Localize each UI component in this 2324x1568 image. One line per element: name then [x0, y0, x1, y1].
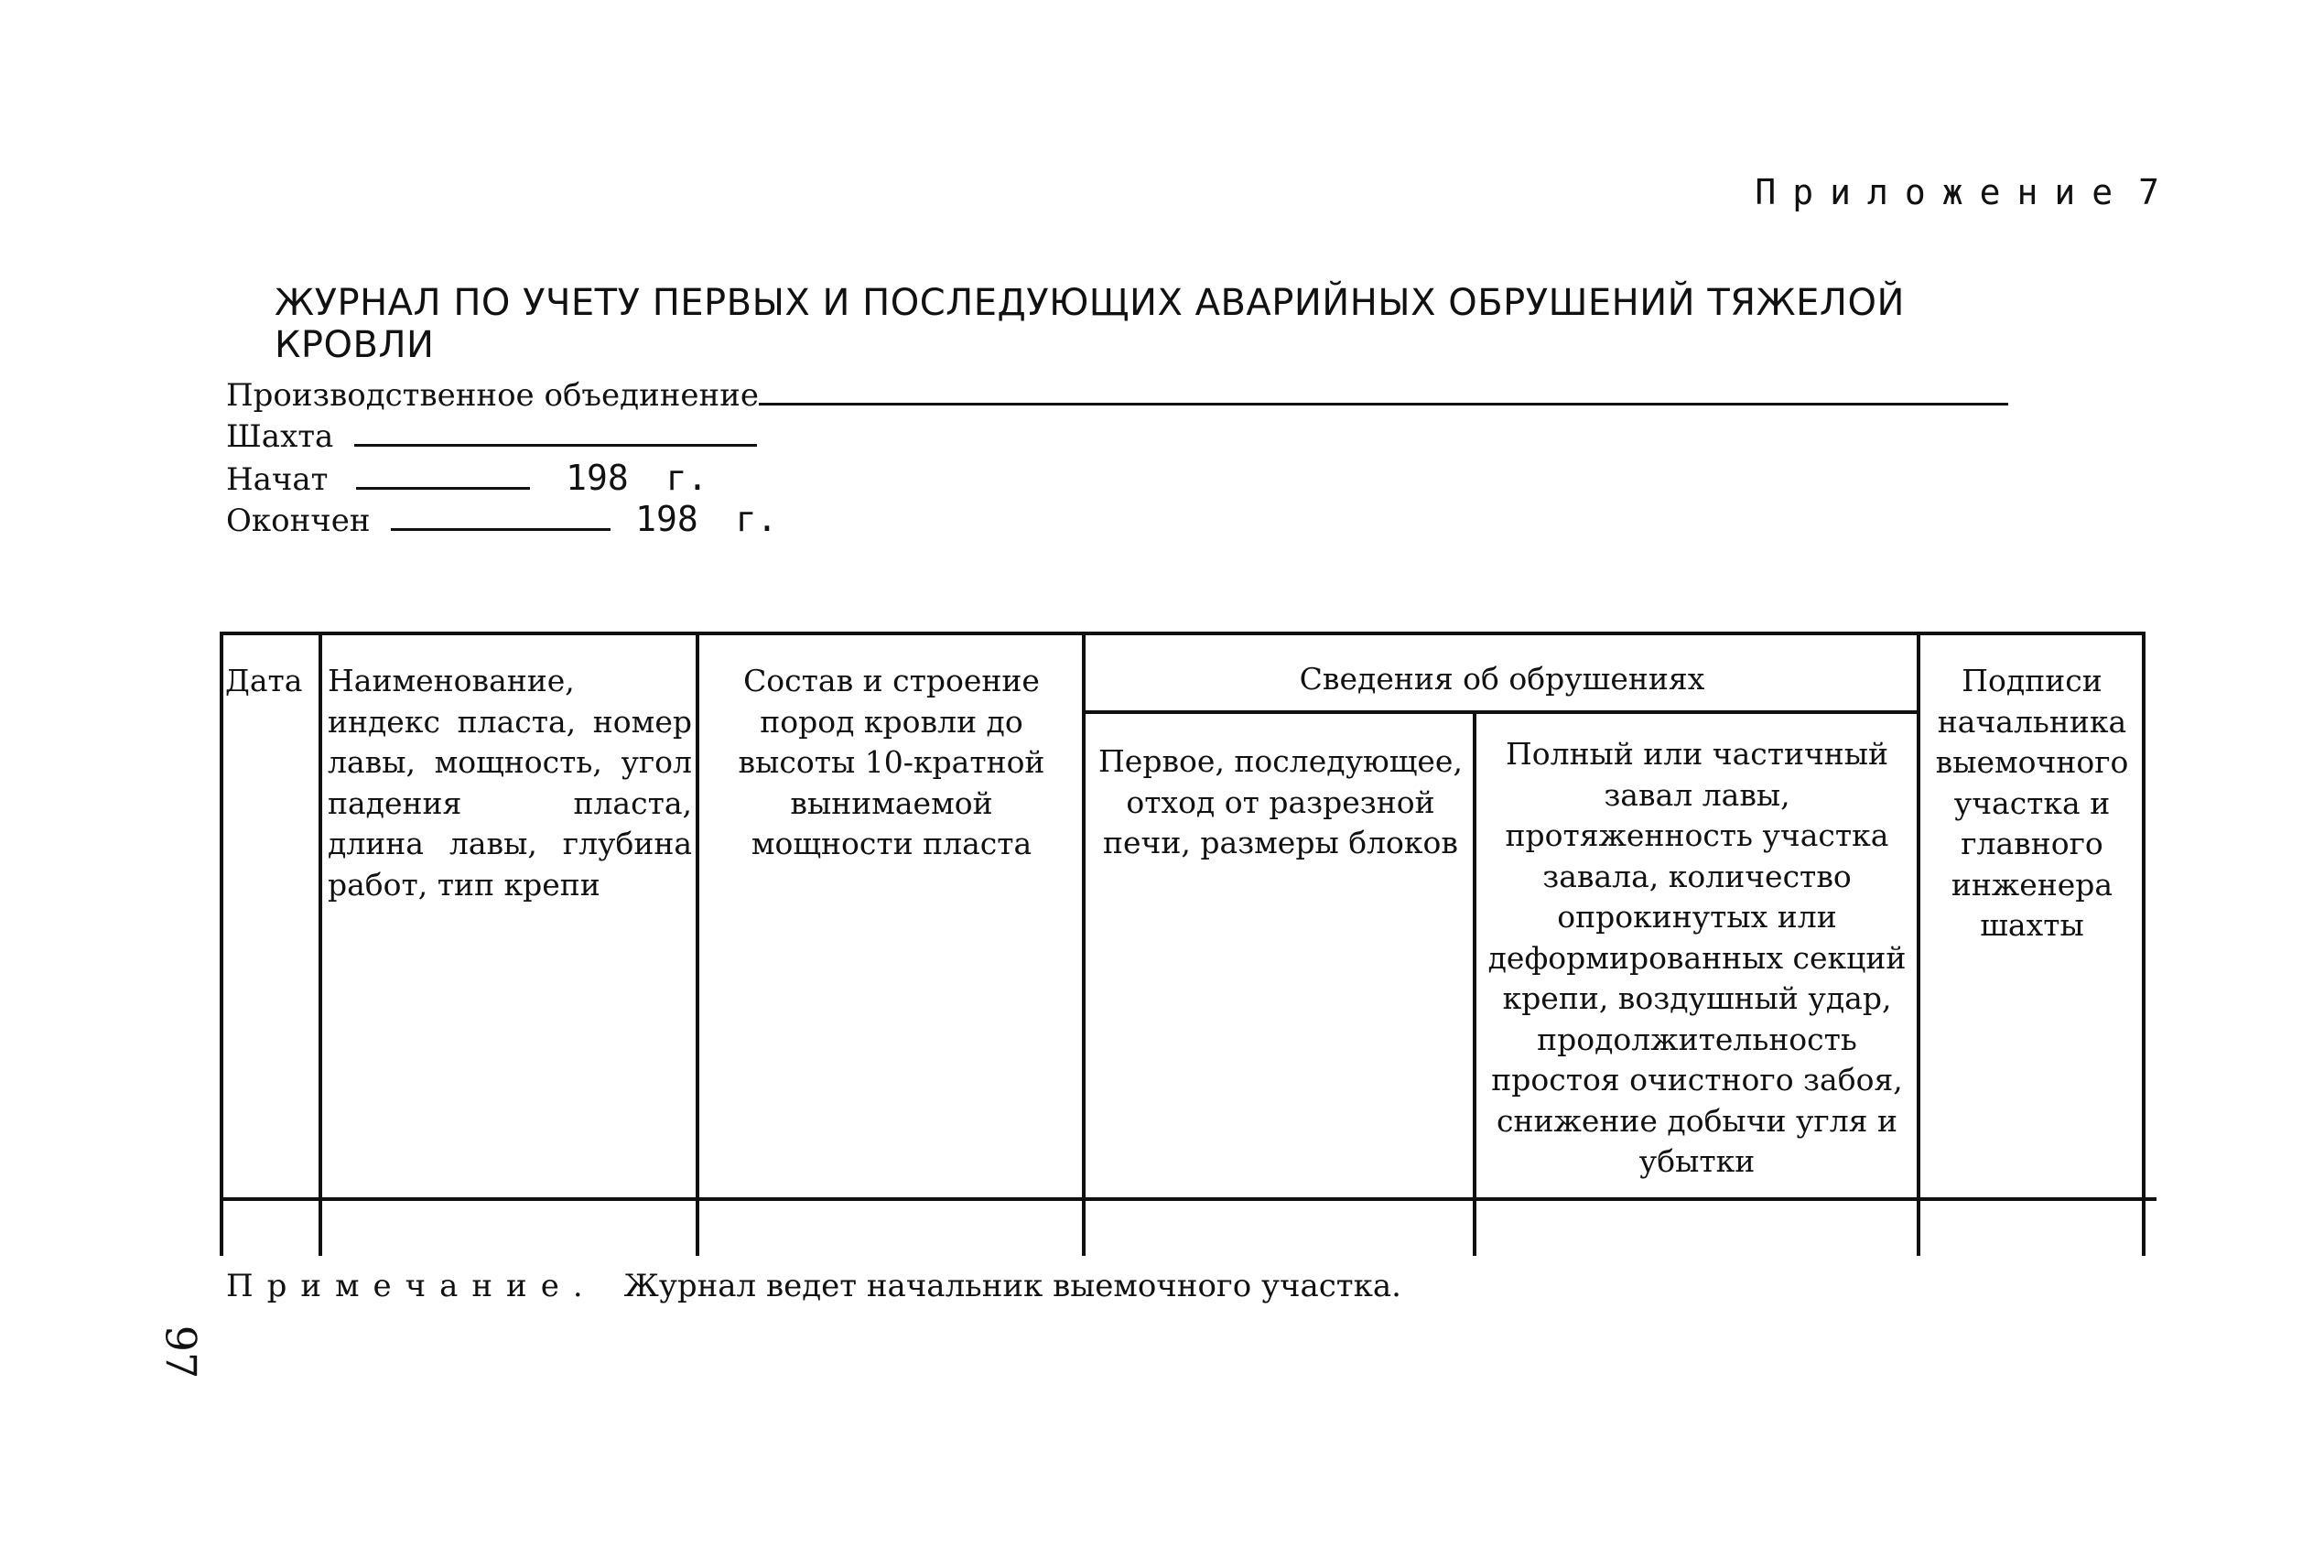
collapse-group-rule: [1084, 710, 1919, 714]
header-roof-composition: Состав и строение пород кровли до высоты 10-кратной вынимаемой мощности пласта: [738, 663, 1045, 861]
association-field[interactable]: [759, 375, 2008, 406]
journal-table: [220, 632, 2146, 1256]
header-collapse-info: Сведения об обрушениях: [1299, 661, 1705, 697]
mine-label: Шахта: [226, 418, 334, 455]
page-number: 97: [156, 1325, 206, 1379]
finished-date-field[interactable]: [391, 501, 611, 531]
col-divider-2: [696, 632, 699, 1256]
appendix-number: 7: [2138, 172, 2159, 212]
started-year-prefix: 198: [566, 458, 629, 498]
finished-year-prefix: 198: [635, 499, 698, 539]
appendix-label: [1755, 172, 2159, 212]
footnote: [226, 1268, 1401, 1304]
finished-year-suffix: г.: [735, 499, 778, 539]
header-date: Дата: [225, 663, 303, 698]
table-right-border: [2142, 632, 2146, 1256]
appendix-word: Приложение: [1755, 172, 2130, 212]
table-top-border: [220, 632, 2146, 635]
mine-row: [226, 416, 2008, 458]
footnote-text: Журнал ведет начальник выемочного участка.: [623, 1268, 1401, 1304]
started-date-field[interactable]: [356, 460, 530, 490]
footnote-lead: Примечание.: [226, 1268, 597, 1304]
journal-form-fields: [226, 375, 2008, 540]
table-left-border: [220, 632, 223, 1256]
header-bottom-rule: [220, 1197, 2156, 1201]
header-signatures: Подписи начальника выемочного участка и главного инженера шахты: [1935, 663, 2129, 943]
started-year-suffix: г.: [665, 458, 708, 498]
header-collapse-full: Полный или частичный завал лавы, протяженность участка завала, количество опрокинутых или деформированных секций крепи, воздушный удар, продолжительность простоя очистного забоя, снижение добычи угля и убытки: [1487, 736, 1907, 1179]
association-row: [226, 375, 2008, 416]
col-divider-4: [1473, 710, 1476, 1256]
page-title: ЖУРНАЛ ПО УЧЕТУ ПЕРВЫХ И ПОСЛЕДУЮЩИХ АВАРИЙНЫХ ОБРУШЕНИЙ ТЯЖЕЛОЙ КРОВЛИ: [275, 282, 1905, 366]
mine-field[interactable]: [354, 416, 757, 447]
col-divider-5: [1917, 632, 1920, 1256]
header-seam-info: Наименование, индекс пласта, номер лавы, мощность, угол падения пласта, длина лавы, глубина работ, тип крепи: [328, 663, 692, 903]
finished-row: [226, 499, 2008, 540]
header-collapse-first: Первое, последующее, отход от разрезной печи, размеры блоков: [1098, 743, 1463, 860]
association-label: Производственное объединение: [226, 377, 759, 414]
started-label: Начат: [226, 461, 329, 498]
started-row: [226, 458, 2008, 499]
col-divider-1: [319, 632, 322, 1256]
finished-label: Окончен: [226, 503, 371, 539]
col-divider-3: [1082, 632, 1086, 1256]
